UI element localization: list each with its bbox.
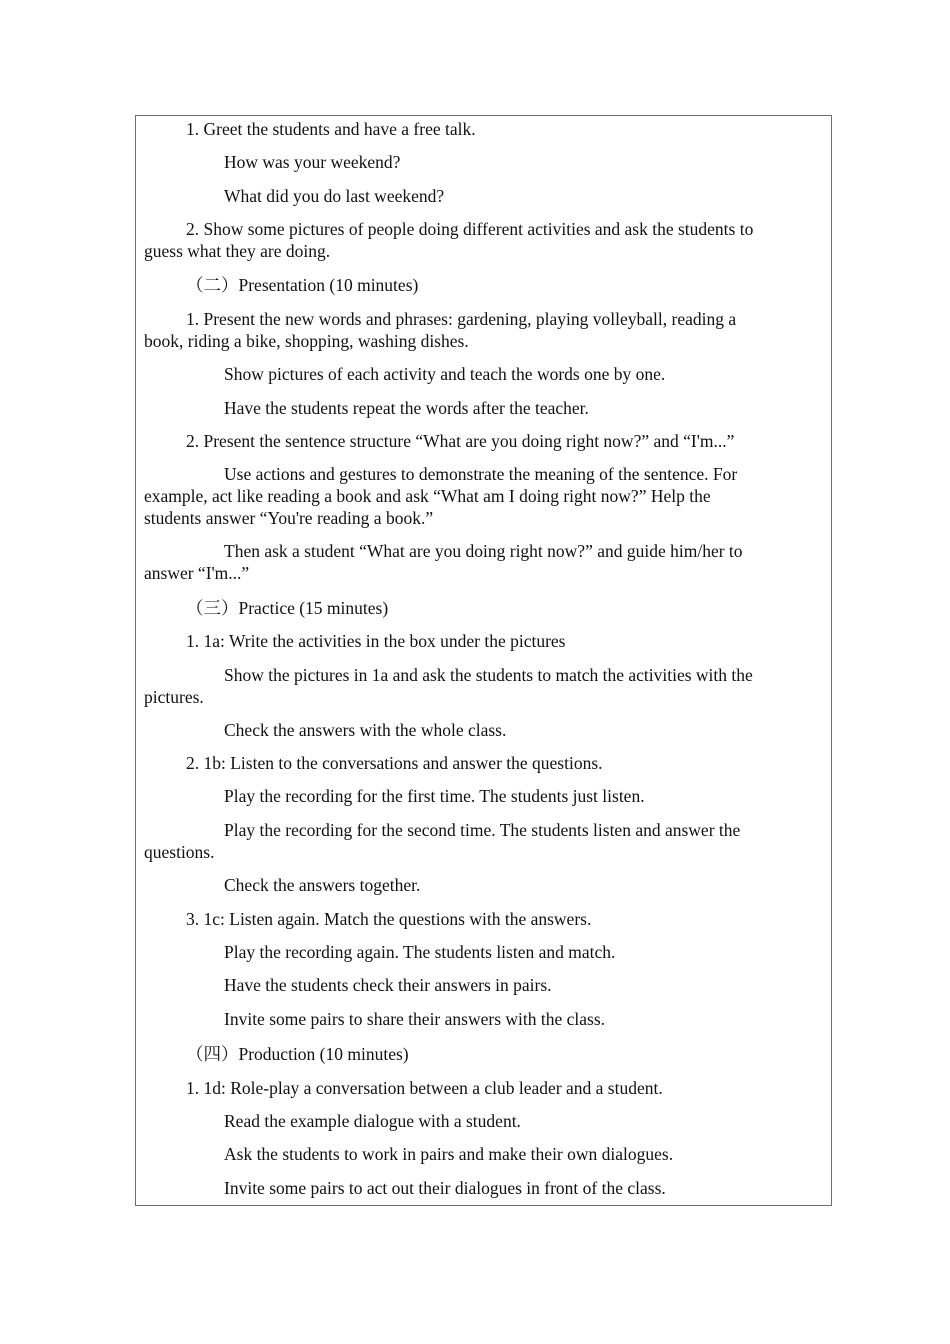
document-paragraph <box>144 397 804 419</box>
document-paragraph <box>144 463 804 529</box>
paragraph-line: Check the answers with the whole class. <box>224 720 507 740</box>
lesson-plan-box <box>135 115 832 1206</box>
document-paragraph <box>144 308 804 352</box>
document-paragraph <box>144 540 804 584</box>
paragraph-continuation-line: book, riding a bike, shopping, washing dishes. <box>144 331 469 351</box>
paragraph-continuation-line: answer “I'm...” <box>144 563 250 583</box>
document-paragraph <box>144 218 804 262</box>
paragraph-continuation-line: guess what they are doing. <box>144 241 331 261</box>
document-paragraph <box>144 1008 804 1030</box>
document-paragraph <box>144 785 804 807</box>
paragraph-continuation-line: example, act like reading a book and ask “What am I doing right now?” Help the <box>144 486 711 506</box>
paragraph-line: 1. 1d: Role-play a conversation between a club leader and a student. <box>186 1078 663 1098</box>
paragraph-continuation-line: questions. <box>144 842 215 862</box>
paragraph-line: Play the recording again. The students listen and match. <box>224 942 616 962</box>
document-paragraph <box>144 1110 804 1132</box>
paragraph-line: Have the students check their answers in pairs. <box>224 975 552 995</box>
paragraph-line: Have the students repeat the words after the teacher. <box>224 398 589 418</box>
paragraph-line: 1. 1a: Write the activities in the box under the pictures <box>186 631 566 651</box>
paragraph-line: （三）Practice (15 minutes) <box>186 598 389 618</box>
document-paragraph <box>144 664 804 708</box>
paragraph-line: Play the recording for the second time. The students listen and answer the <box>224 820 741 840</box>
paragraph-line: Ask the students to work in pairs and make their own dialogues. <box>224 1144 674 1164</box>
paragraph-line: 1. Present the new words and phrases: gardening, playing volleyball, reading a <box>186 309 737 329</box>
paragraph-line: 3. 1c: Listen again. Match the questions with the answers. <box>186 909 592 929</box>
paragraph-line: （四）Production (10 minutes) <box>186 1044 409 1064</box>
document-paragraph <box>144 874 804 896</box>
document-paragraph <box>144 908 804 930</box>
document-paragraph <box>144 941 804 963</box>
paragraph-line: Use actions and gestures to demonstrate the meaning of the sentence. For <box>224 464 738 484</box>
paragraph-line: 2. 1b: Listen to the conversations and answer the questions. <box>186 753 603 773</box>
document-paragraph <box>144 185 804 207</box>
document-paragraph <box>144 430 804 452</box>
paragraph-line: Invite some pairs to share their answers with the class. <box>224 1009 606 1029</box>
document-paragraph <box>144 752 804 774</box>
section-heading <box>144 597 804 619</box>
paragraph-line: 1. Greet the students and have a free talk. <box>186 119 476 139</box>
document-paragraph <box>144 1177 804 1199</box>
paragraph-line: （二）Presentation (10 minutes) <box>186 275 419 295</box>
document-paragraph <box>144 630 804 652</box>
paragraph-line: What did you do last weekend? <box>224 186 445 206</box>
paragraph-line: 2. Present the sentence structure “What are you doing right now?” and “I'm...” <box>186 431 735 451</box>
paragraph-line: Play the recording for the first time. The students just listen. <box>224 786 645 806</box>
paragraph-line: Then ask a student “What are you doing right now?” and guide him/her to <box>224 541 743 561</box>
document-paragraph <box>144 1077 804 1099</box>
paragraph-line: How was your weekend? <box>224 152 401 172</box>
document-paragraph <box>144 819 804 863</box>
document-paragraph <box>144 1143 804 1165</box>
paragraph-line: Invite some pairs to act out their dialogues in front of the class. <box>224 1178 666 1198</box>
paragraph-continuation-line: pictures. <box>144 687 204 707</box>
document-paragraph <box>144 151 804 173</box>
document-paragraph <box>144 118 804 140</box>
paragraph-line: 2. Show some pictures of people doing different activities and ask the students to <box>186 219 754 239</box>
section-heading <box>144 1043 804 1065</box>
paragraph-line: Check the answers together. <box>224 875 421 895</box>
paragraph-line: Show pictures of each activity and teach the words one by one. <box>224 364 666 384</box>
document-paragraph <box>144 974 804 996</box>
paragraph-continuation-line: students answer “You're reading a book.” <box>144 508 434 528</box>
paragraph-line: Read the example dialogue with a student. <box>224 1111 521 1131</box>
document-paragraph <box>144 719 804 741</box>
paragraph-line: Show the pictures in 1a and ask the students to match the activities with the <box>224 665 753 685</box>
document-paragraph <box>144 363 804 385</box>
section-heading <box>144 274 804 296</box>
